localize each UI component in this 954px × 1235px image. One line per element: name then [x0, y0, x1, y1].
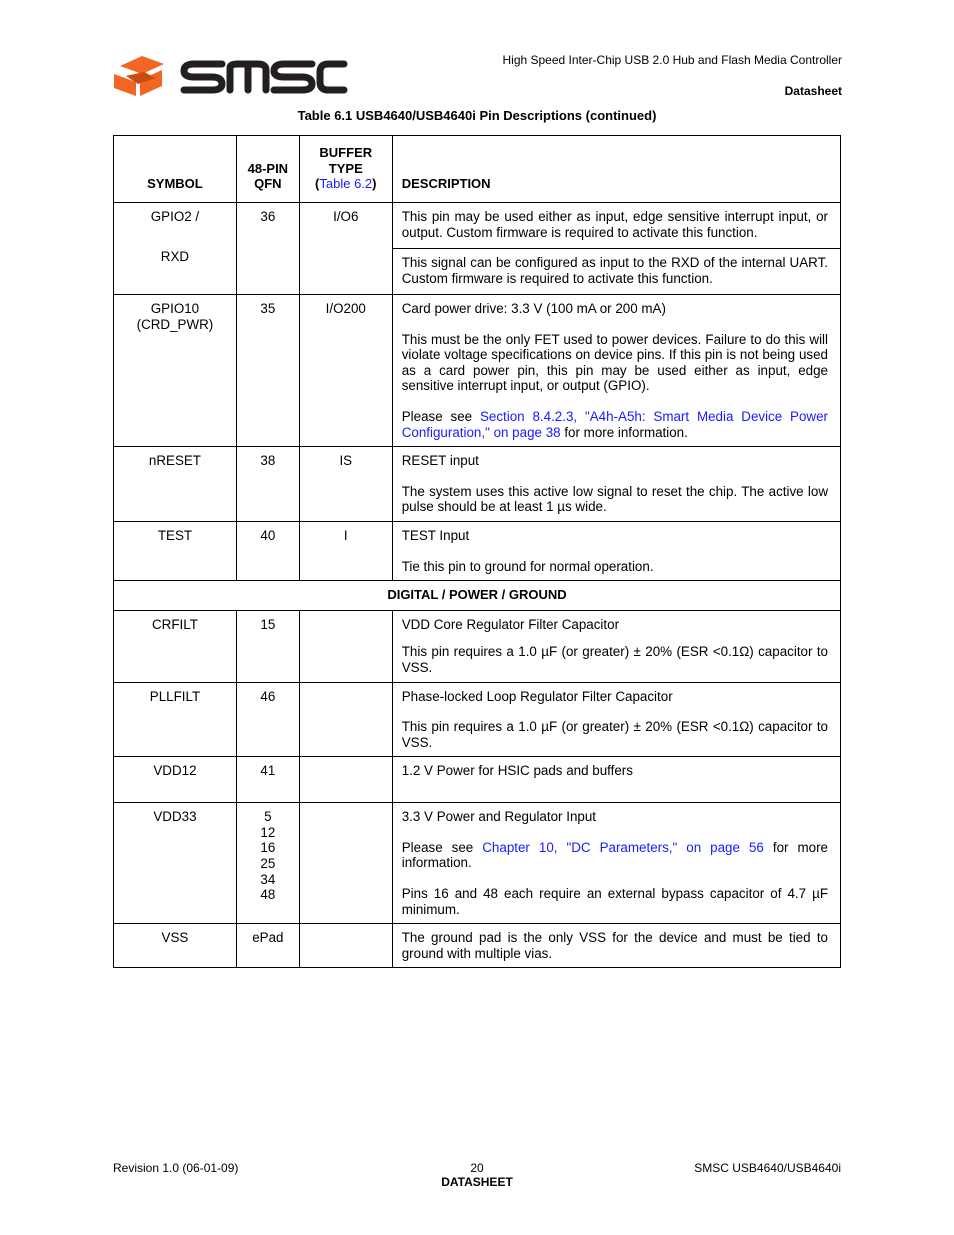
description-cell: This signal can be configured as input to the RXD of the internal UART. Custom firmware is required to activate this function. [392, 249, 840, 295]
symbol-cell: nRESET [114, 447, 237, 522]
symbol-cell [114, 295, 237, 447]
description-cell [392, 803, 840, 924]
pin-cell: 35 [236, 295, 299, 447]
header-buffer-ref [300, 176, 392, 192]
header-symbol: SYMBOL [114, 136, 237, 203]
symbol-cell: VSS [114, 924, 237, 968]
buffer-cell: I [299, 521, 392, 580]
desc-text: for more information. [560, 424, 688, 440]
desc-paragraph: This pin requires a 1.0 µF (or greater) ± 20% (ESR <0.1Ω) capacitor to VSS. [401, 719, 828, 750]
buffer-cell: IS [299, 447, 392, 522]
description-cell [392, 447, 840, 522]
symbol-cell: VDD33 [114, 803, 237, 924]
table-row [114, 803, 841, 924]
description-cell: This pin may be used either as input, edge sensitive interrupt input, or output. Custom firmware is required to activate this function. [392, 203, 840, 249]
desc-text: for more information. [401, 839, 828, 871]
pin-number: 25 [260, 856, 276, 872]
paren-open: ( [315, 176, 320, 192]
svg-text:®: ® [336, 62, 341, 68]
desc-paragraph: VDD Core Regulator Filter Capacitor [401, 616, 620, 632]
table-row [114, 447, 841, 522]
footer-page-number: 20 [470, 1161, 484, 1175]
footer-label: DATASHEET [441, 1175, 513, 1189]
footer-revision: Revision 1.0 (06-01-09) [113, 1161, 239, 1175]
header-description: DESCRIPTION [392, 136, 840, 203]
description-cell [392, 610, 840, 682]
smsc-logo [112, 52, 352, 98]
pin-cell: 46 [236, 682, 299, 757]
symbol-cell: CRFILT [114, 610, 237, 682]
buffer-cell [299, 803, 392, 924]
pin-number: 5 [264, 809, 272, 825]
pin-number: 16 [260, 840, 276, 856]
table-caption: Table 6.1 USB4640/USB4640i Pin Descriptions (continued) [297, 108, 657, 123]
logo-wordmark [184, 64, 344, 90]
buffer-cell: I/O200 [299, 295, 392, 447]
chapter-10-link[interactable]: Chapter 10, "DC Parameters," on page 56 [482, 839, 764, 855]
table-6-2-link[interactable]: Table 6.2 [319, 176, 373, 192]
pin-number: 12 [260, 824, 276, 840]
table-row [114, 924, 841, 968]
symbol-crd-pwr: (CRD_PWR) [136, 316, 214, 332]
pin-description-table [113, 135, 841, 968]
pin-cell: 15 [236, 610, 299, 682]
logo-cube-mark [114, 56, 164, 96]
section-row [114, 581, 841, 611]
symbol-cell: TEST [114, 521, 237, 580]
desc-paragraph [402, 409, 828, 440]
description-cell: The ground pad is the only VSS for the device and must be tied to ground with multiple vias. [392, 924, 840, 968]
pin-cell [236, 803, 299, 924]
desc-text: Please see [401, 839, 483, 855]
section-8-4-2-3-link[interactable]: Section 8.4.2.3, "A4h-A5h: Smart Media Device Power Configuration," on page 38 [401, 408, 829, 440]
pin-number: 34 [260, 871, 276, 887]
desc-paragraph: This must be the only FET used to power devices. Failure to do this will violate voltage specifications on device pins. If this pin is not being used as a card power pin, this pin may be used either as input, edge sensitive interrupt input, or output (GPIO). [401, 331, 828, 394]
desc-paragraph: Phase-locked Loop Regulator Filter Capacitor [401, 688, 673, 704]
table-row [114, 203, 841, 249]
pin-number: 48 [260, 887, 276, 903]
buffer-cell [299, 757, 392, 803]
header-pin-line2: QFN [254, 176, 282, 192]
desc-paragraph: This pin requires a 1.0 µF (or greater) ± 20% (ESR <0.1Ω) capacitor to VSS. [401, 644, 828, 675]
desc-paragraph: Card power drive: 3.3 V (100 mA or 200 mA) [401, 301, 666, 316]
pin-cell: 38 [236, 447, 299, 522]
header-buffer-line2: TYPE [328, 160, 363, 176]
desc-paragraph: 3.3 V Power and Regulator Input [401, 809, 597, 825]
description-cell [392, 682, 840, 757]
symbol-rxd: RXD [160, 248, 190, 264]
desc-paragraph: Pins 16 and 48 each require an external bypass capacitor of 4.7 µF minimum. [401, 886, 828, 917]
table-header-row [114, 136, 841, 203]
pin-cell: 40 [236, 521, 299, 580]
paren-close: ) [372, 176, 377, 192]
table-row [114, 295, 841, 447]
desc-paragraph: The system uses this active low signal to reset the chip. The active low pulse should be at least 1 µs wide. [401, 483, 828, 515]
desc-paragraph: Tie this pin to ground for normal operation. [401, 558, 654, 574]
pin-cell: ePad [236, 924, 299, 968]
desc-paragraph: RESET input [401, 453, 479, 469]
desc-text: Please see [401, 408, 480, 424]
table-row [114, 610, 841, 682]
buffer-cell [299, 682, 392, 757]
buffer-cell [299, 924, 392, 968]
description-cell: 1.2 V Power for HSIC pads and buffers [392, 757, 840, 803]
footer-product: SMSC USB4640/USB4640i [694, 1161, 841, 1175]
description-cell [392, 521, 840, 580]
symbol-gpio10: GPIO10 [150, 301, 200, 316]
symbol-gpio2: GPIO2 / [150, 209, 200, 224]
table-row [114, 521, 841, 580]
symbol-cell: VDD12 [114, 757, 237, 803]
desc-paragraph [402, 840, 828, 871]
desc-paragraph: TEST Input [401, 527, 470, 543]
document-type: Datasheet [784, 84, 842, 98]
pin-cell: 41 [236, 757, 299, 803]
document-title: High Speed Inter-Chip USB 2.0 Hub and Flash Media Controller [502, 53, 842, 67]
symbol-cell: PLLFILT [114, 682, 237, 757]
symbol-cell [114, 203, 237, 295]
description-cell [392, 295, 840, 447]
section-title: DIGITAL / POWER / GROUND [114, 581, 841, 611]
buffer-cell [299, 610, 392, 682]
header-buffer-type [299, 136, 392, 203]
table-row [114, 682, 841, 757]
buffer-cell: I/O6 [299, 203, 392, 295]
header-pin [236, 136, 299, 203]
header-pin-line1: 48-PIN [247, 160, 289, 176]
table-row [114, 757, 841, 803]
pin-cell: 36 [236, 203, 299, 295]
header-buffer-line1: BUFFER [319, 145, 373, 161]
